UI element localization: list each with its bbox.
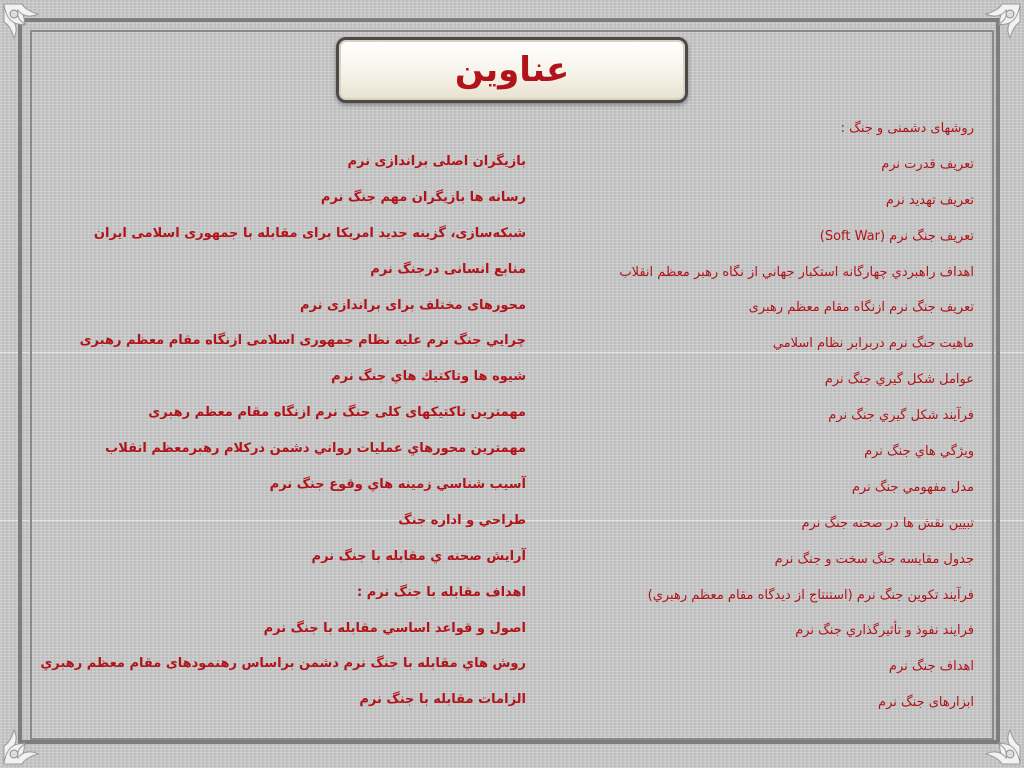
list-item: جدول مقایسه جنگ سخت و جنگ نرم: [774, 551, 974, 567]
list-item: ویژگي هاي جنگ نرم: [864, 444, 974, 460]
list-item: اصول و قواعد اساسي مقابله با جنگ نرم: [263, 620, 526, 636]
topics-list-right: [619, 111, 974, 721]
list-item: منابع انسانی درجنگ نرم: [370, 261, 526, 277]
list-item: آسیب شناسي زمینه هاي وقوع جنگ نرم: [269, 477, 526, 493]
list-item: تعریف قدرت نرم: [881, 156, 974, 172]
ornament-corner-icon: [0, 0, 60, 60]
list-item: روشهای دشمنی و جنگ :: [840, 121, 974, 136]
list-item: مدل مفهومي جنگ نرم: [851, 479, 974, 495]
list-item: بازیگران اصلی براندازی نرم: [347, 154, 526, 169]
list-item: اهداف مقابله با جنگ نرم :: [357, 584, 526, 600]
list-item: تعریف جنگ نرم ازنگاه مقام معظم رهبری: [748, 300, 974, 316]
list-item: محورهای مختلف برای براندازی نرم: [300, 297, 526, 313]
list-item: عوامل شکل گیري جنگ نرم: [824, 372, 974, 388]
list-item: مهمترین محورهاي عملیات رواني دشمن درکلام رهبرمعظم انقلاب: [105, 441, 526, 457]
list-item: اهداف راهبردي چهارگانه استکبار جهاني از نگاه رهبر معظم انقلاب: [619, 264, 974, 280]
list-item: مهمترین تاکتیکهای کلی جنگ نرم ازنگاه مقام معظم رهبری: [148, 405, 526, 421]
topics-list-left: [40, 144, 526, 718]
title-box: [336, 37, 688, 103]
list-item: فرآیند شکل گیري جنگ نرم: [828, 408, 974, 424]
list-item: ماهیت جنگ نرم دربرابر نظام اسلامي: [772, 336, 974, 352]
list-item: ابزارهای جنگ نرم: [878, 695, 974, 711]
list-item: تبیین نقش ها در صحنه جنگ نرم: [801, 515, 974, 531]
list-item: فرآیند تکوین جنگ نرم (استنتاج از دیدگاه مقام معظم رهبري): [647, 587, 974, 603]
list-item: روش هاي مقابله با جنگ نرم دشمن براساس رهنمودهای مقام معظم رهبري: [40, 656, 526, 672]
ornament-corner-icon: [964, 0, 1024, 60]
list-item: طراحي و اداره جنگ: [398, 512, 526, 528]
list-item: شبکه‌سازی، گزینه جدید امریکا برای مقابله با جمهوری اسلامی ایران: [93, 225, 526, 241]
list-item: الزامات مقابله با جنگ نرم: [359, 692, 526, 708]
list-item: تعریف تهدید نرم: [885, 192, 974, 208]
list-item: تعریف جنگ نرم (Soft War): [819, 228, 974, 244]
page-title: عناوین: [454, 50, 570, 90]
list-item: چرايي جنگ نرم علیه نظام جمهوری اسلامی ازنگاه مقام معظم رهبری: [79, 333, 526, 349]
list-item: فرایند نفوذ و تأثیرگذاري جنگ نرم: [795, 623, 974, 639]
list-item: اهداف جنگ نرم: [888, 659, 974, 675]
list-item: آرایش صحنه ي مقابله با جنگ نرم: [311, 548, 526, 564]
list-item: شیوه ها وتاکتیك هاي جنگ نرم: [331, 369, 526, 385]
list-item: رسانه ها بازیگران مهم جنگ نرم: [320, 189, 526, 205]
